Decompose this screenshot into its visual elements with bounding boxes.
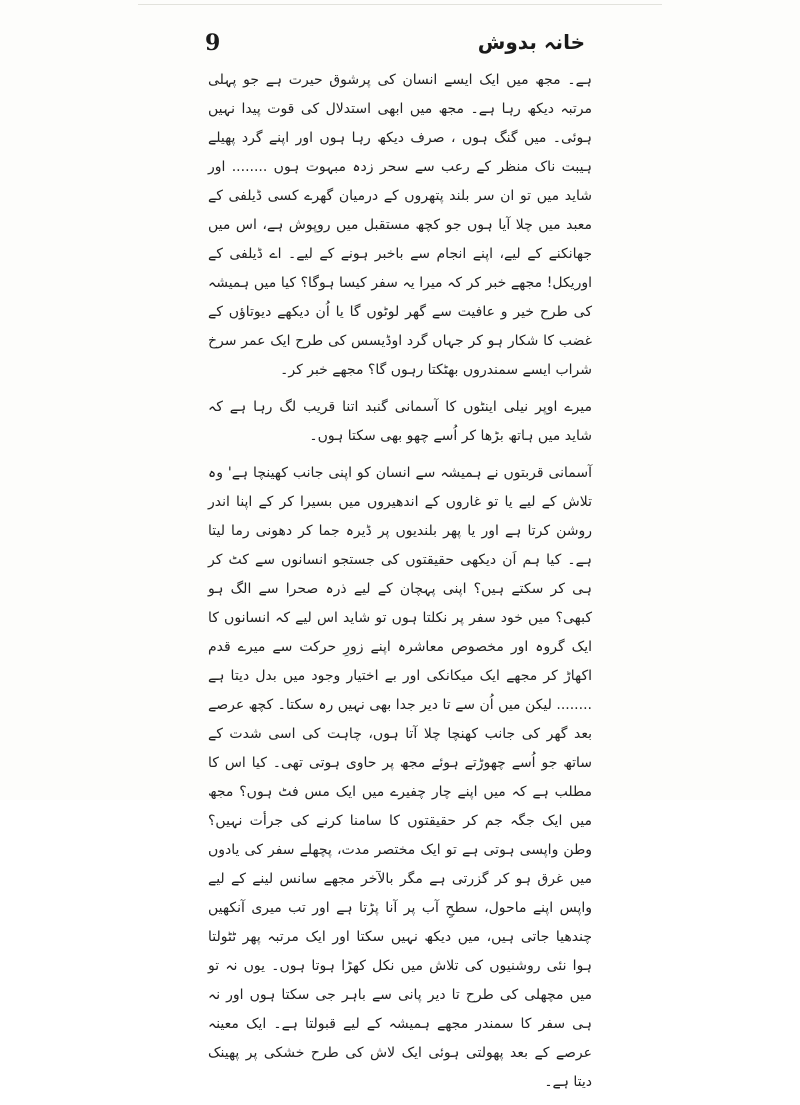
paragraph: میرے اوپر نیلی اینٹوں کا آسمانی گنبد اتنا قریب لگ رہا ہے کہ شاید میں ہاتھ بڑھا کر اُسے چھو بھی سکتا ہوں۔ (208, 399, 592, 444)
running-title: خانہ بدوش (477, 30, 585, 54)
page-number: 9 (205, 30, 221, 56)
paragraph: آسمانی قربتوں نے ہمیشہ سے انسان کو اپنی جانب کھینچا ہے' وہ تلاش کے لیے یا تو غاروں کے اندھیروں میں بسیرا کر کے اپنا اندر روشن کرتا ہے اور یا پھر بلندیوں پر ڈیرہ جما کر دھونی رما لیتا ہے۔ کیا ہم اَن دیکھی حقیقتوں کی جستجو انسانوں سے کٹ کر ہی کر سکتے ہیں؟ اپنی پہچان کے لیے ذرہ صحرا سے الگ ہو کبھی؟ میں خود سفر پر نکلتا ہوں تو شاید اس لیے کہ انسانوں کا ایک گروہ اور مخصوص معاشرہ اپنے زورِ حرکت سے میرے قدم اکھاڑ کر مجھے ایک میکانکی اور بے اختیار وجود میں بدل دیتا ہے ........ لیکن میں اُن سے تا دیر جدا بھی نہیں رہ سکتا۔ کچھ عرصے بعد گھر کی جانب کھنچا چلا آتا ہوں، چاہت کی اسی شدت کے ساتھ جو اُسے چھوڑتے ہوئے مجھ پر حاوی ہوتی تھی۔ کیا اس کا مطلب ہے کہ میں اپنے چار چفیرے میں ایک مس فٹ ہوں؟ مجھ میں ایک جگہ جم کر حقیقتوں کا سامنا کرنے کی جرأت نہیں؟ وطن واپسی ہوتی ہے تو ایک مختصر مدت، پچھلے سفر کی یادوں میں غرق ہو کر گزرتی ہے مگر بالآخر مجھے سانس لینے کے لیے واپس اپنے ماحول، سطحِ آب پر آنا پڑتا ہے اور تب میری آنکھیں چندھیا جاتی ہیں، میں دیکھ نہیں سکتا اور ایک مرتبہ پھر ٹٹولتا ہوا نئی روشنیوں کی تلاش میں نکل کھڑا ہوتا ہوں۔ یوں نہ تو میں مچھلی کی طرح تا دیر پانی سے باہر جی سکتا ہوں اور نہ ہی سفر کا سمندر مجھے ہمیشہ کے لیے قبولتا ہے۔ ایک معینہ عرصے کے بعد پھولتی ہوئی ایک لاش کی طرح خشکی پر پھینک دیتا ہے۔ (208, 465, 592, 1090)
paragraph: ہے۔ مجھ میں ایک ایسے انسان کی پرشوق حیرت ہے جو پہلی مرتبہ دیکھ رہا ہے۔ مجھ میں ابھی استدلال کی قوت پیدا نہیں ہوئی۔ میں گنگ ہوں ، صرف دیکھ رہا ہوں اور اپنے گرد پھیلے ہیبت ناک منظر کے رعب سے سحر زدہ مبہوت ہوں ........ اور شاید میں تو ان سر بلند پتھروں کے درمیان گھرے کسی ڈیلفی کے معبد میں چلا آیا ہوں جو کچھ مستقبل میں روپوش ہے، اس میں جھانکنے کے لیے، اپنے انجام سے باخبر ہونے کے لیے۔ اے ڈیلفی کے اوریکل! مجھے خبر کر کہ میرا یہ سفر کیسا ہوگا؟ کیا میں ہمیشہ کی طرح خیر و عافیت سے گھر لوٹوں گا یا اُن دیکھے دیوتاؤں کے غضب کا شکار ہو کر جہاں گرد اوڈیسس کی طرح ایک عمر سرخ شراب ایسے سمندروں بھٹکتا رہوں گا؟ مجھے خبر کر۔ (208, 72, 592, 378)
page-top-edge (138, 4, 662, 5)
page-header (205, 26, 585, 60)
body-text (208, 66, 592, 1105)
